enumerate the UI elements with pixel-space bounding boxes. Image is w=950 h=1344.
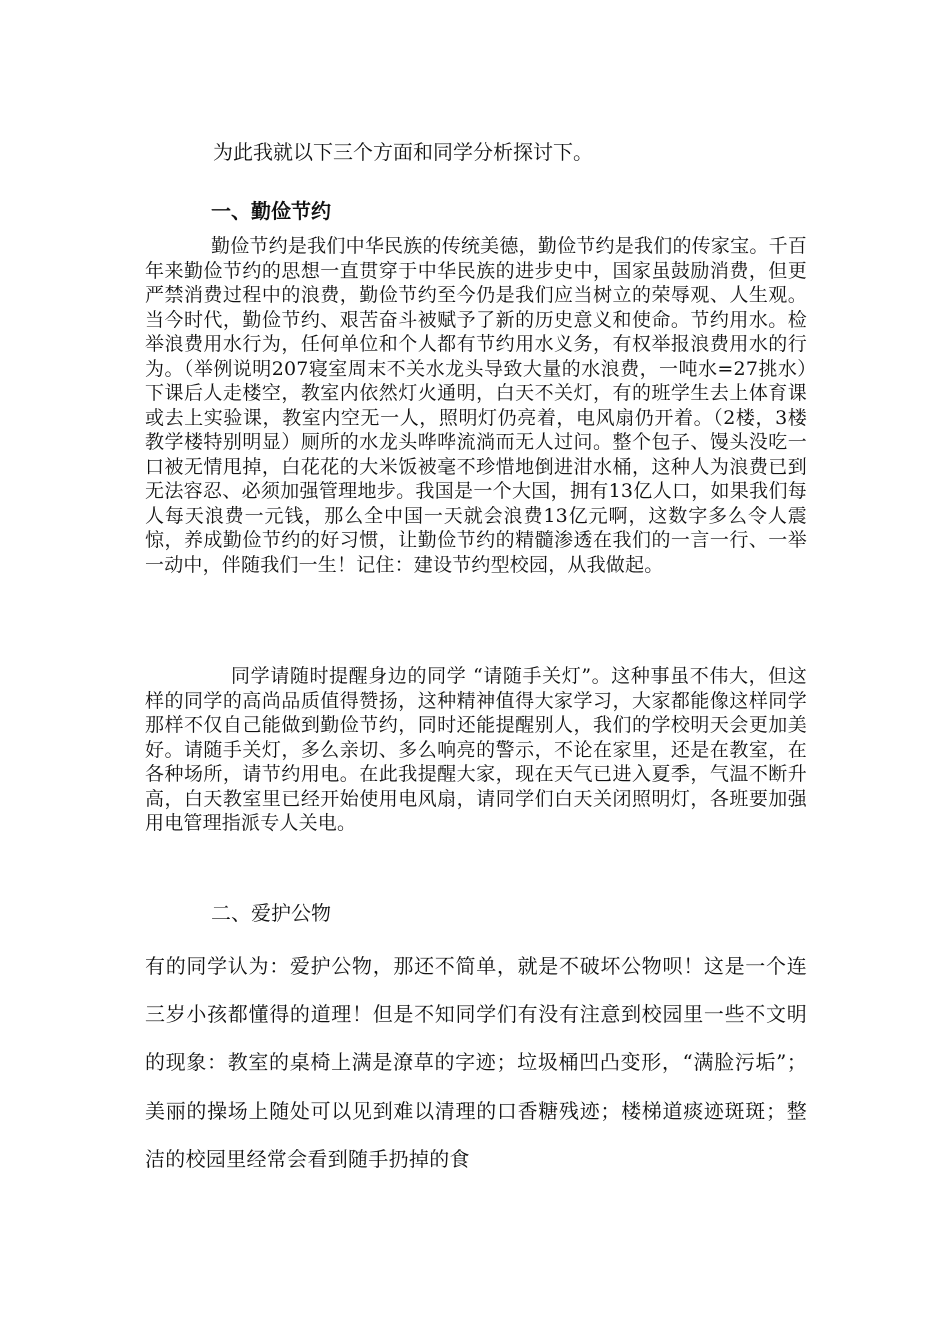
section-heading-thrift: 一、勤俭节约 — [211, 199, 331, 223]
section-heading-public-property: 二、爱护公物 — [211, 901, 331, 925]
turn-off-lights-paragraph: 同学请随时提醒身边的同学 “请随手关灯”。这种事虽不伟大，但这样的同学的高尚品质值得赞扬，这种精神值得大家学习，大家都能像这样同学那样不仅自己能做到勤俭节约，同时还能提醒别人，我们的学校明天会更加美好。请随手关灯，多么亲切、多么响亮的警示，不论在家里，还是在教室，在各种场所，请节约用电。在此我提醒大家，现在天气已进入夏季，气温不断升高，白天教室里已经开始使用电风扇，请同学们白天关闭照明灯，各班要加强用电管理指派专人关电。 — [145, 665, 807, 834]
thrift-paragraph: 勤俭节约是我们中华民族的传统美德，勤俭节约是我们的传家宝。千百年来勤俭节约的思想一直贯穿于中华民族的进步史中，国家虽鼓励消费，但更严禁消费过程中的浪费，勤俭节约至今仍是我们应当树立的荣辱观、人生观。当今时代，勤俭节约、艰苦奋斗被赋予了新的历史意义和使命。节约用水。检举浪费用水行为，任何单位和个人都有节约用水义务，有权举报浪费用水的行为。（举例说明207寝室周末不关水龙头导致大量的水浪费，一吨水=27挑水）下课后人走楼空，教室内依然灯火通明，白天不关灯，有的班学生去上体育课或去上实验课，教室内空无一人，照明灯仍亮着，电风扇仍开着。（2楼，3楼教学楼特别明显）厕所的水龙头哗哗流淌而无人过问。整个包子、馒头没吃一口被无情甩掉，白花花的大米饭被毫不珍惜地倒进泔水桶，这种人为浪费已到无法容忍、必须加强管理地步。我国是一个大国，拥有13亿人口，如果我们每人每天浪费一元钱，那么全中国一天就会浪费13亿元啊，这数字多么令人震惊，养成勤俭节约的好习惯，让勤俭节约的精髓渗透在我们的一言一行、一举一动中，伴随我们一生！记住：建设节约型校园，从我做起。 — [145, 235, 807, 576]
intro-paragraph: 为此我就以下三个方面和同学分析探讨下。 — [213, 140, 593, 164]
public-property-paragraph: 有的同学认为：爱护公物，那还不简单，就是不破坏公物呗！这是一个连三岁小孩都懂得的道理！但是不知同学们有没有注意到校园里一些不文明的现象：教室的桌椅上满是潦草的字迹；垃圾桶凹凸变形，“满脸污垢”；美丽的操场上随处可以见到难以清理的口香糖残迹；楼梯道痰迹斑斑；整洁的校园里经常会看到随手扔掉的食 — [145, 954, 807, 1171]
